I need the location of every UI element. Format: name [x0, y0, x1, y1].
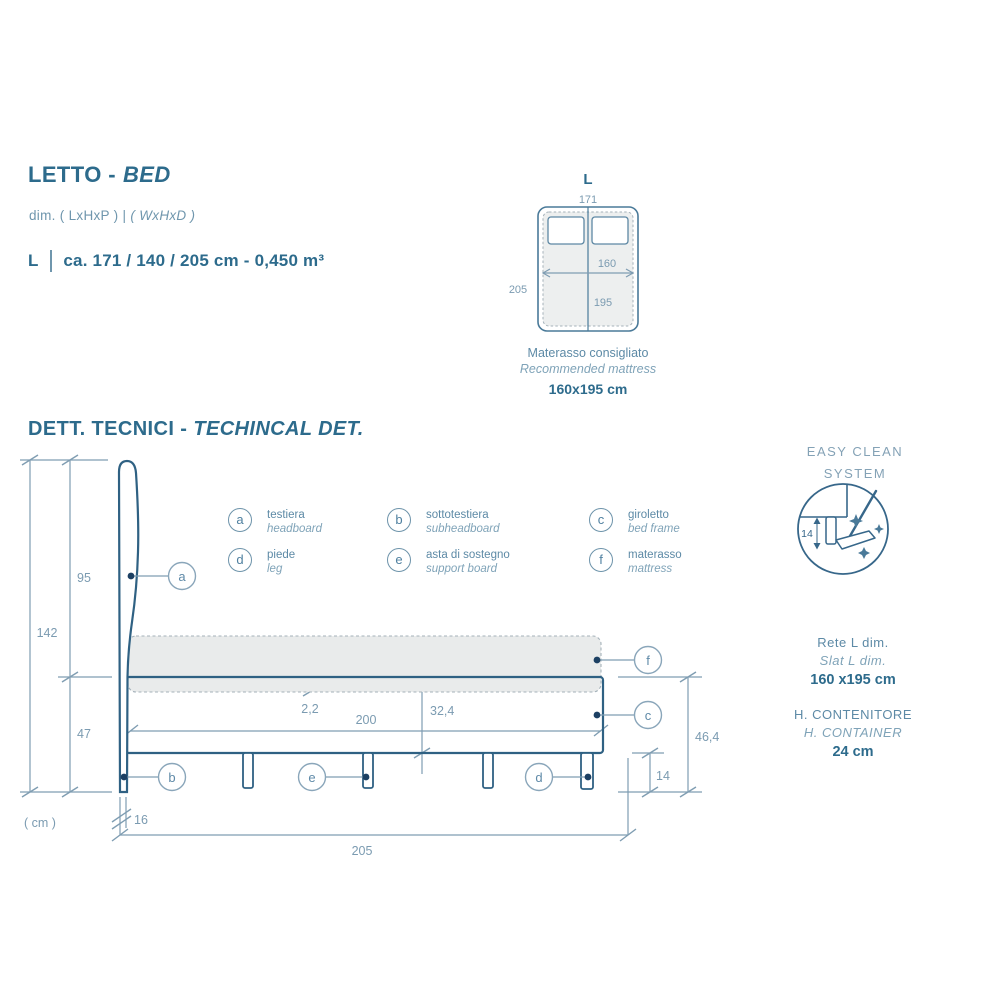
legend-key-a: a — [228, 508, 252, 532]
clearance-value: 14 — [801, 528, 813, 540]
leg-under-frame — [826, 517, 836, 544]
side-specs — [768, 634, 938, 762]
legend-item-e: e asta di sostegno support board — [387, 548, 510, 576]
headboard-shape — [119, 461, 138, 792]
legend-key-e: e — [387, 548, 411, 572]
callout-e: e — [308, 770, 316, 785]
pillow-left — [548, 217, 584, 244]
legend-item-c: c giroletto bed frame — [589, 508, 680, 536]
unit-note: ( cm ) — [24, 816, 56, 830]
mattress-width-label: 160 — [597, 258, 617, 270]
dim-total-height: 142 — [36, 626, 58, 640]
dim-frame-height: 32,4 — [430, 704, 455, 718]
callout-d: d — [535, 770, 543, 785]
dim-side-height: 46,4 — [695, 730, 720, 744]
size-spec-line — [28, 250, 324, 272]
size-letter: L — [28, 251, 39, 270]
legend-key-d: d — [228, 548, 252, 572]
legend-key-c: c — [589, 508, 613, 532]
dim-headboard-height: 95 — [77, 571, 91, 585]
legend-key-f: f — [589, 548, 613, 572]
size-value: ca. 171 / 140 / 205 cm - 0,450 m³ — [63, 251, 325, 270]
recommended-mattress-caption — [488, 345, 688, 397]
slat-label-it: Rete L dim. — [817, 635, 889, 650]
slat-size: 160 x195 cm — [810, 672, 896, 688]
dim-inner-length: 200 — [355, 713, 377, 727]
bed-side-view-drawing — [0, 430, 720, 870]
tech-title-en: TECHINCAL DET. — [193, 418, 364, 440]
mattress-shape — [128, 636, 601, 692]
easy-clean-mop-icon — [780, 455, 920, 590]
dim-base-height: 47 — [77, 727, 91, 741]
tech-title-it: DETT. TECNICI - — [28, 418, 188, 440]
mattress-length-label: 195 — [593, 297, 613, 309]
mattress-top-view-diagram — [490, 160, 690, 342]
pillow-right — [592, 217, 628, 244]
top-view-overall-width-label: 171 — [578, 194, 598, 206]
legend-item-f: f materasso mattress — [589, 548, 682, 576]
container-label-it: H. CONTENITORE — [794, 707, 912, 722]
easy-clean-title: EASY CLEAN SYSTEM — [806, 444, 904, 481]
page-title-en: BED — [122, 162, 171, 187]
legend-item-d: d piede leg — [228, 548, 295, 576]
callout-b: b — [168, 770, 176, 785]
dim-total-length: 205 — [351, 844, 373, 858]
container-height: 24 cm — [832, 744, 874, 760]
callout-c: c — [644, 708, 652, 723]
caption-en: Recommended mattress — [519, 362, 657, 376]
top-view-size-letter: L — [583, 171, 593, 188]
caption-size: 160x195 cm — [548, 381, 628, 397]
legend-key-b: b — [387, 508, 411, 532]
dim-headboard-depth: 16 — [134, 813, 148, 827]
callout-f: f — [646, 653, 650, 668]
slat-label-en: Slat L dim. — [819, 653, 887, 668]
divider — [50, 250, 52, 272]
legend-item-a: a testiera headboard — [228, 508, 322, 536]
overall-length-label: 205 — [508, 284, 528, 296]
dim-leg-height: 14 — [656, 769, 670, 783]
dim-frame-lip: 2,2 — [301, 702, 319, 716]
page-title — [28, 162, 171, 188]
callout-a: a — [178, 569, 186, 584]
caption-it: Materasso consigliato — [527, 346, 649, 360]
container-label-en: H. CONTAINER — [803, 725, 903, 740]
page-title-it: LETTO - — [28, 162, 116, 187]
dimension-format-label: dim. ( LxHxP ) | ( WxHxD ) — [29, 208, 196, 223]
legend-item-b: b sottotestiera subheadboard — [387, 508, 500, 536]
